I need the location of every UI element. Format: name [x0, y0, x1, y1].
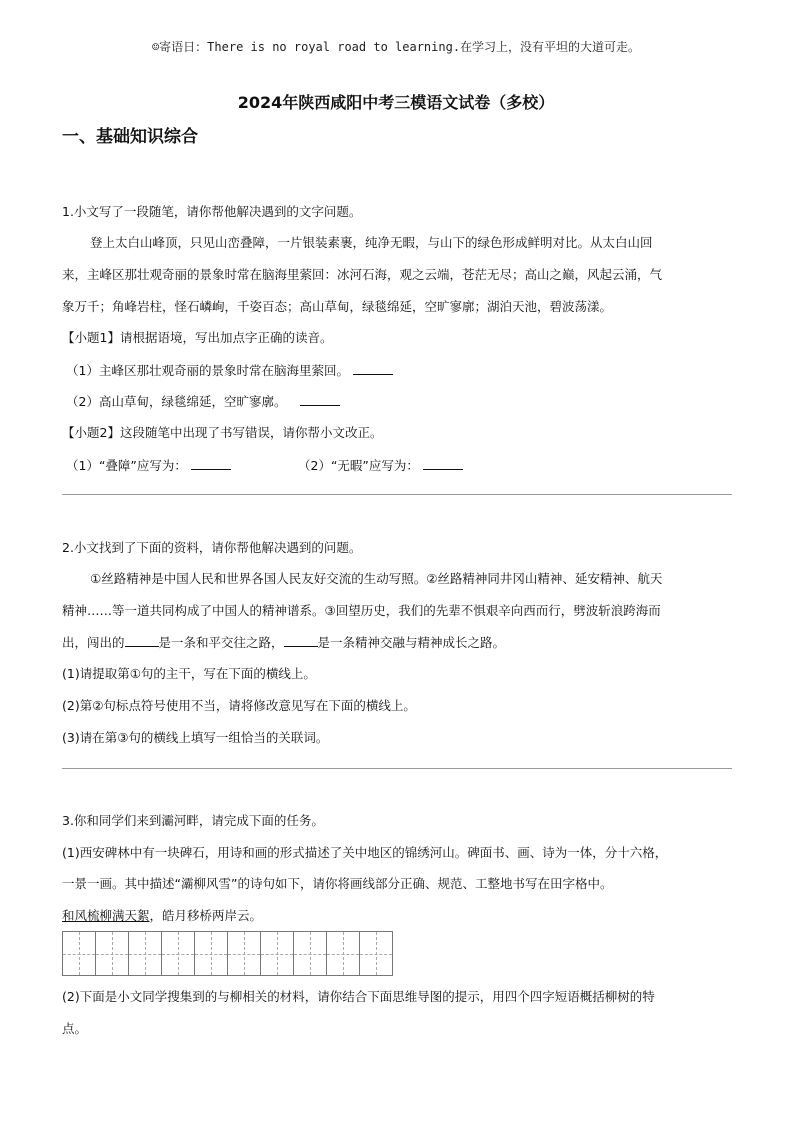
tianzige-cell[interactable]	[326, 931, 360, 976]
motto-line: ☺寄语日：There is no royal road to learning.在学习上，没有平坦的大道可走。	[151, 40, 641, 54]
tianzige-cell[interactable]	[293, 931, 327, 976]
tianzige-cell[interactable]	[95, 931, 129, 976]
section-title: 一、基础知识综合	[62, 127, 198, 147]
q3-item-1-line-1: (1)西安碑林中有一块碑石，用诗和画的形式描述了关中地区的锦绣河山。碑面书、画、诗为一体，分十六格，	[62, 845, 668, 860]
answer-blank[interactable]	[300, 393, 340, 406]
q1-sub1-prompt: 【小题1】请根据语境，写出加点字正确的读音。	[62, 330, 333, 345]
q1-sub2-prompt: 【小题2】这段随笔中出现了书写错误，请你帮小文改正。	[62, 425, 383, 440]
poem-underlined-part: 和风梳柳满天絮	[62, 908, 150, 923]
answer-blank[interactable]	[191, 457, 231, 470]
q1-sub1-item-2	[66, 393, 340, 410]
q1-sub1-item-2-text: （2）高山草甸，绿毯绵延，空旷寥廓。	[66, 394, 287, 409]
q3-item-2-line-2: 点。	[62, 1021, 88, 1036]
answer-blank[interactable]	[284, 634, 318, 647]
q1-sub2-item-1	[66, 457, 231, 474]
q3-item-2-line-1: (2)下面是小文同学搜集到的与柳相关的材料，请你结合下面思维导图的提示，用四个四字短语概括柳树的特	[62, 989, 655, 1004]
tianzige-cell[interactable]	[62, 931, 96, 976]
tianzige-cell[interactable]	[128, 931, 162, 976]
q3-stem: 3.你和同学们来到灞河畔，请完成下面的任务。	[62, 813, 324, 828]
q1-stem: 1.小文写了一段随笔，请你帮他解决遇到的文字问题。	[62, 204, 362, 219]
q1-sub1-item-1	[66, 362, 393, 379]
tianzige-cell[interactable]	[194, 931, 228, 976]
q2-line3-part-c: 是一条精神交融与精神成长之路。	[317, 635, 506, 650]
q3-poem-line	[62, 908, 262, 924]
q2-item-1: (1)请提取第①句的主干，写在下面的横线上。	[62, 666, 316, 681]
q2-item-3: (3)请在第③句的横线上填写一组恰当的关联词。	[62, 730, 329, 745]
tianzige-cell[interactable]	[161, 931, 195, 976]
answer-blank[interactable]	[423, 457, 463, 470]
q1-passage-line-1: 登上太白山峰顶，只见山峦叠障，一片银装素裹，纯净无暇，与山下的绿色形成鲜明对比。从太白山回	[90, 235, 653, 250]
tianzige-grid	[62, 931, 392, 976]
q1-sub2-item-2	[298, 457, 463, 474]
q1-sub2-item-1-text: （1）“叠障”应写为：	[66, 458, 187, 473]
tianzige-cell[interactable]	[359, 931, 393, 976]
q1-sub2-item-2-text: （2）“无暇”应写为：	[298, 458, 419, 473]
divider	[62, 494, 732, 495]
q2-passage-line-3	[62, 634, 505, 651]
q2-stem: 2.小文找到了下面的资料，请你帮他解决遇到的问题。	[62, 540, 362, 555]
q2-passage-line-1: ①丝路精神是中国人民和世界各国人民友好交流的生动写照。②丝路精神同井冈山精神、延安精神、航天	[90, 571, 663, 586]
q1-sub1-item-1-text: （1）主峰区那壮观奇丽的景象时常在脑海里萦回。	[66, 363, 349, 378]
q2-line3-part-b: 是一条和平交往之路，	[158, 635, 284, 650]
tianzige-cell[interactable]	[227, 931, 261, 976]
tianzige-cell[interactable]	[260, 931, 294, 976]
divider	[62, 768, 732, 769]
q2-item-2: (2)第②句标点符号使用不当，请将修改意见写在下面的横线上。	[62, 698, 416, 713]
q2-line3-part-a: 出，闯出的	[62, 635, 125, 650]
answer-blank[interactable]	[353, 362, 393, 375]
poem-rest-part: ，皓月移桥两岸云。	[149, 908, 263, 923]
answer-blank[interactable]	[125, 634, 159, 647]
q1-passage-line-3: 象万千；角峰岩柱，怪石嶙峋，千姿百态；高山草甸，绿毯绵延，空旷寥廓；湖泊天池，碧波荡漾。	[62, 299, 613, 314]
q1-passage-line-2: 来，主峰区那壮观奇丽的景象时常在脑海里萦回：冰河石海，观之云端，苍茫无尽；高山之巅，风起云涌，气	[62, 267, 663, 282]
q3-item-1-line-2: 一景一画。其中描述“灞柳风雪”的诗句如下，请你将画线部分正确、规范、工整地书写在田字格中。	[62, 876, 613, 891]
page-title: 2024年陕西咸阳中考三模语文试卷（多校）	[237, 93, 555, 112]
q2-passage-line-2: 精神……等一道共同构成了中国人的精神谱系。③回望历史，我们的先辈不惧艰辛向西而行，劈波斩浪跨海而	[62, 603, 661, 618]
